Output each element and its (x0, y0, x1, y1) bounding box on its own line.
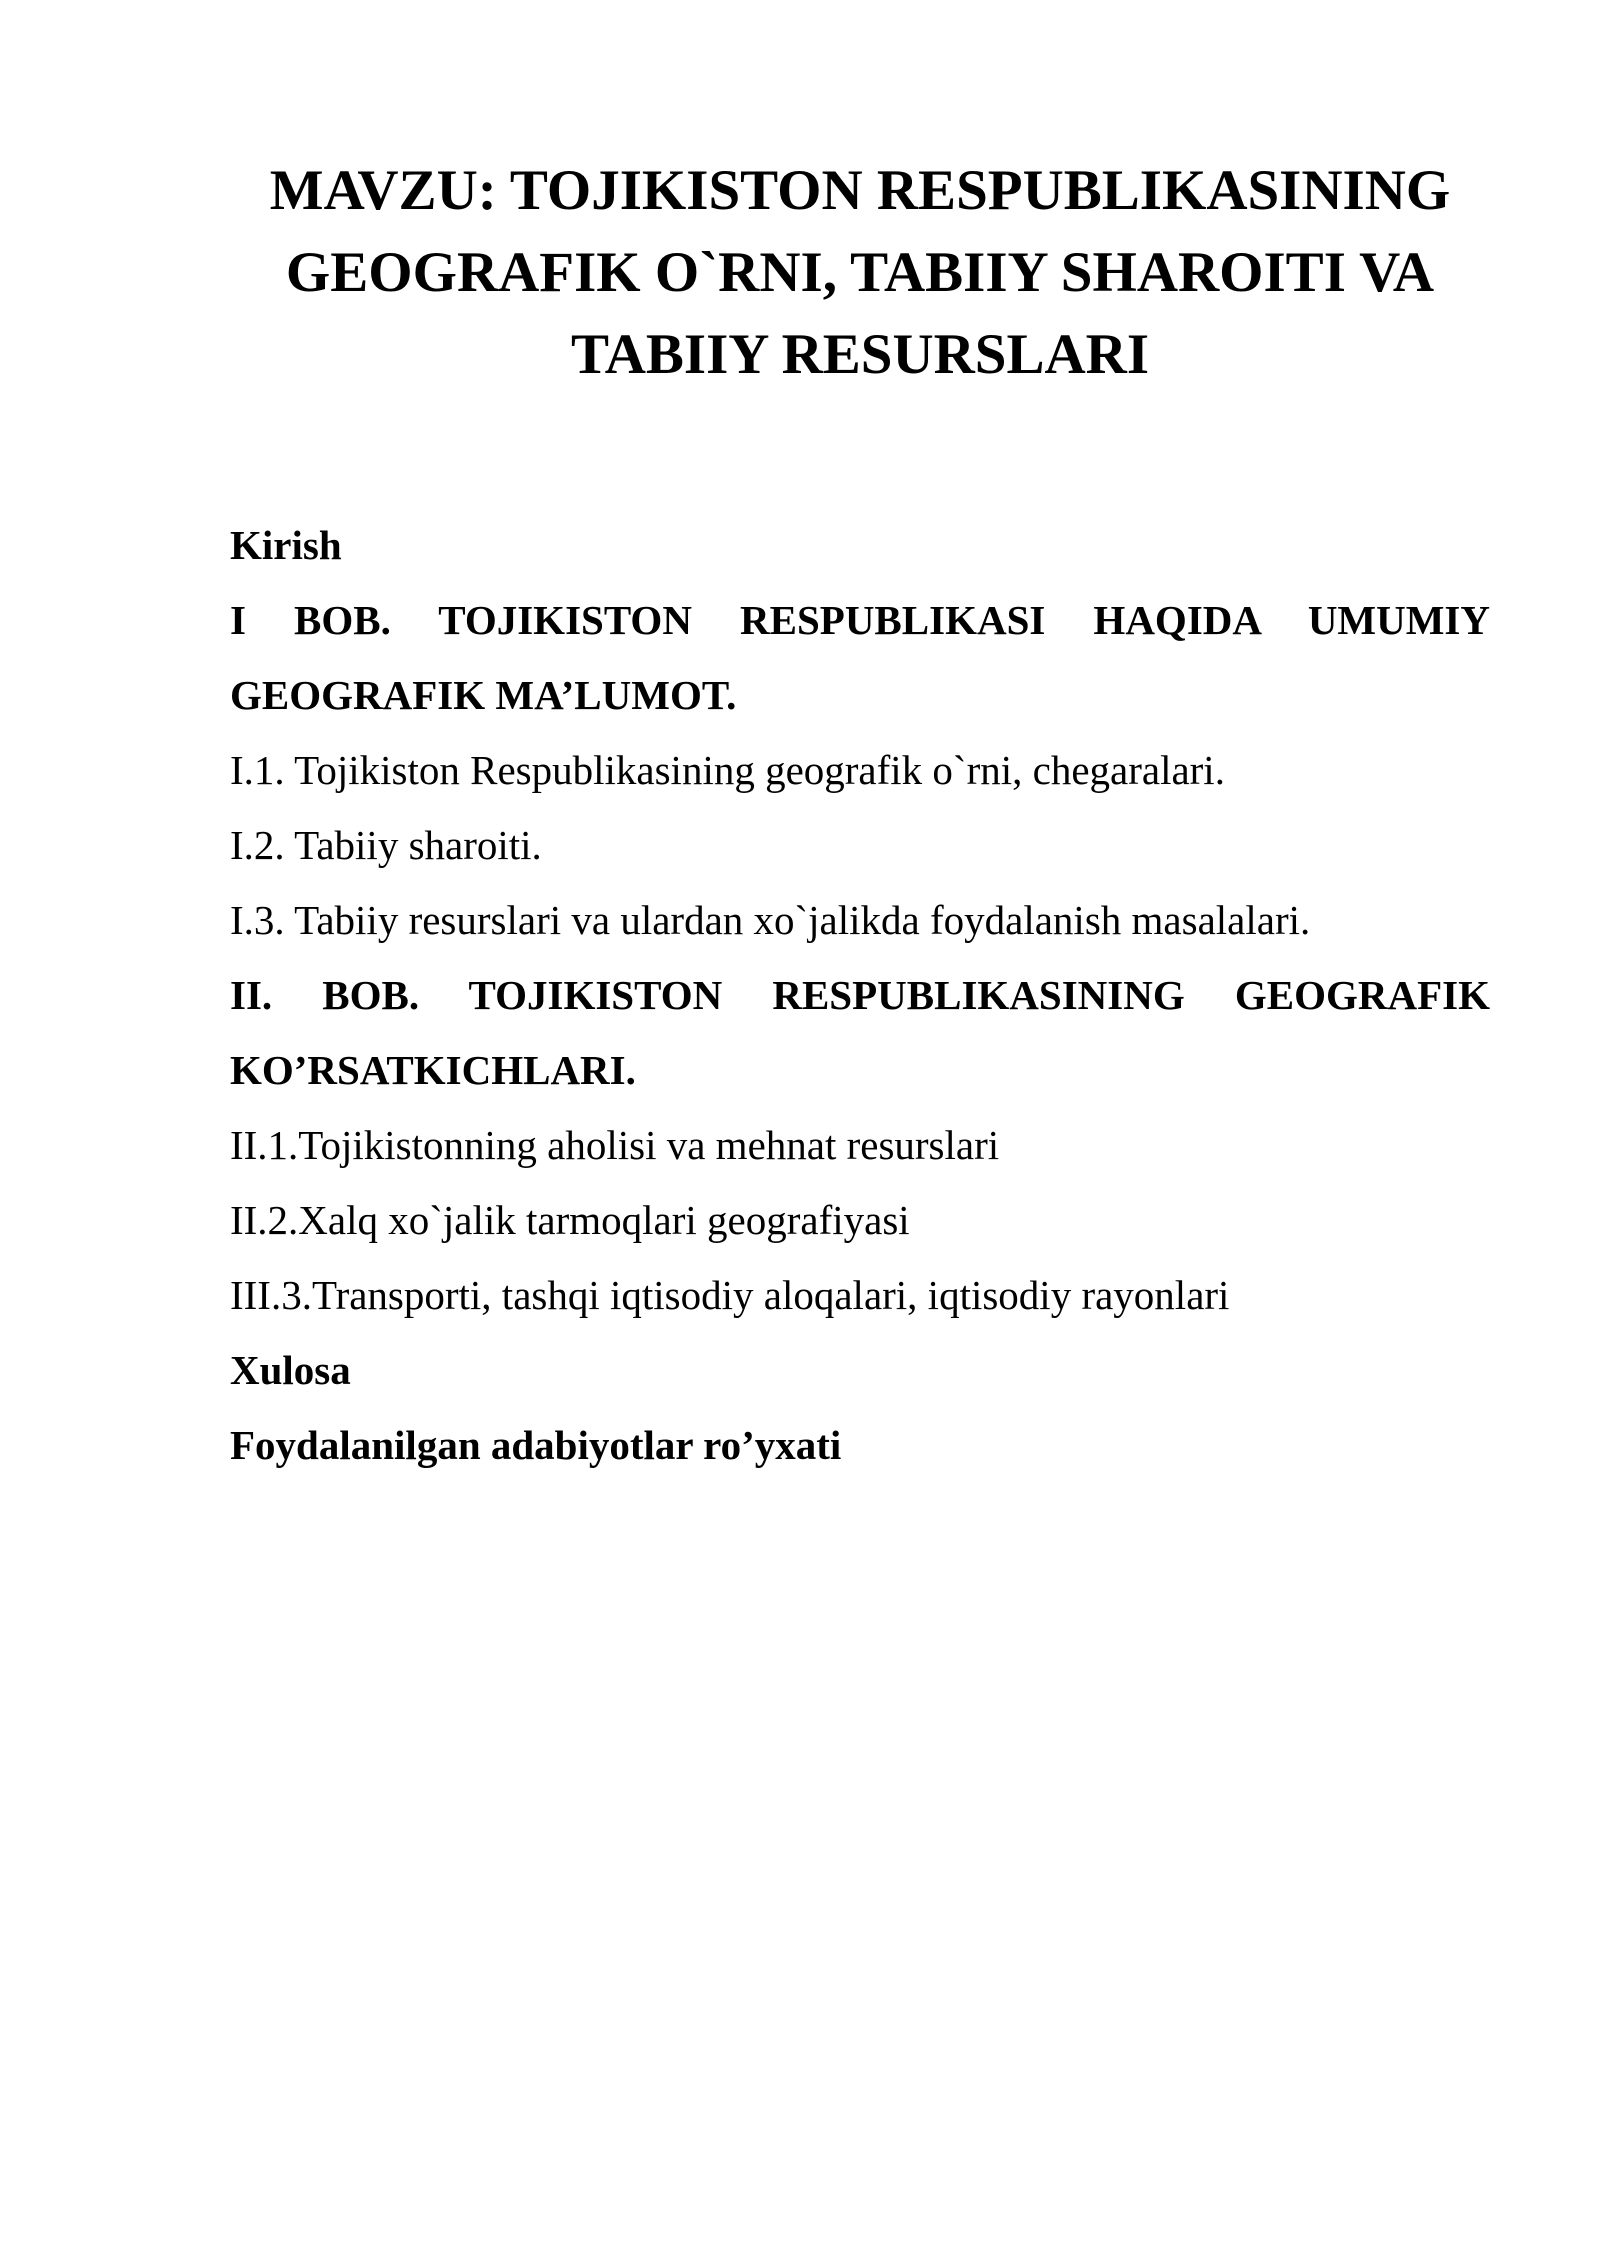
toc-section-1-3: I.3. Tabiiy resurslari va ulardan xo`jalikda foydalanish masalalari. (230, 897, 1311, 943)
toc-section-2-2: II.2.Xalq xo`jalik tarmoqlari geografiyasi (230, 1197, 910, 1243)
toc-introduction: Kirish (230, 522, 342, 568)
toc-chapter-2-heading: II. BOB. TOJIKISTON RESPUBLIKASINING GEOGRAFIK (230, 972, 1490, 1018)
toc-references: Foydalanilgan adabiyotlar ro’yxati (230, 1422, 842, 1468)
toc-chapter-2-heading-continued: KO’RSATKICHLARI. (230, 1047, 636, 1093)
toc-section-2-1: II.1.Tojikistonning aholisi va mehnat resurslari (230, 1122, 1000, 1168)
title-line-3: TABIIY RESURSLARI (570, 323, 1150, 386)
toc-chapter-1-heading: I BOB. TOJIKISTON RESPUBLIKASI HAQIDA UMUMIY (230, 597, 1490, 643)
toc-chapter-1-heading-continued: GEOGRAFIK MA’LUMOT. (230, 672, 737, 718)
toc-section-1-1: I.1. Tojikiston Respublikasining geografik o`rni, chegaralari. (230, 747, 1225, 793)
toc-section-3-3: III.3.Transporti, tashqi iqtisodiy aloqalari, iqtisodiy rayonlari (230, 1272, 1230, 1318)
toc-conclusion: Xulosa (230, 1347, 351, 1393)
document-title (200, 150, 1520, 396)
toc-section-1-2: I.2. Tabiiy sharoiti. (230, 822, 542, 868)
table-of-contents (230, 508, 1490, 1483)
title-line-1: MAVZU: TOJIKISTON RESPUBLIKASINING (269, 159, 1451, 222)
title-line-2: GEOGRAFIK O`RNI, TABIIY SHAROITI VA (285, 241, 1435, 304)
